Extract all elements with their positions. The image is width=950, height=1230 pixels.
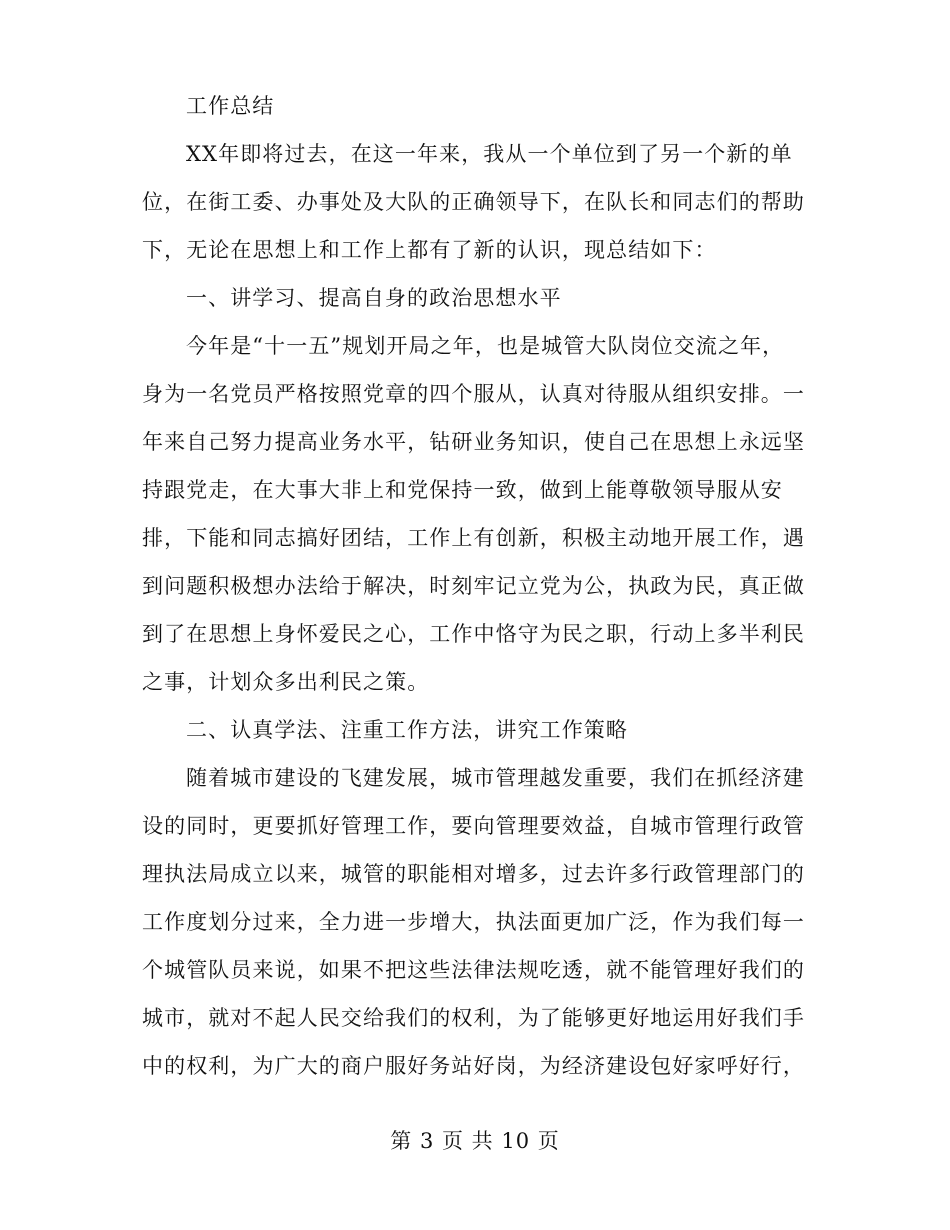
text-line: 一、讲学习、提高自身的政治思想水平 xyxy=(186,286,562,310)
text-line: 持跟党走，在大事大非上和党保持一致，做到上能尊敬领导服从安 xyxy=(142,478,783,502)
text-line: 到了在思想上身怀爱民之心，工作中恪守为民之职，行动上多半利民 xyxy=(142,622,805,646)
document-body xyxy=(142,82,805,1090)
text-line: 理执法局成立以来，城管的职能相对增多，过去许多行政管理部门的 xyxy=(142,862,805,886)
text-line: 城市，就对不起人民交给我们的权利，为了能够更好地运用好我们手 xyxy=(142,1006,805,1030)
text-line: 工作度划分过来，全力进一步增大，执法面更加广泛，作为我们每一 xyxy=(142,910,805,934)
text-line: 排，下能和同志搞好团结，工作上有创新，积极主动地开展工作，遇 xyxy=(142,526,805,550)
text-line: 到问题积极想办法给于解决，时刻牢记立党为公，执政为民，真正做 xyxy=(142,574,805,598)
text-line: 二、认真学法、注重工作方法，讲究工作策略 xyxy=(186,718,628,742)
text-line: 设的同时，更要抓好管理工作，要向管理要效益，自城市管理行政管 xyxy=(142,814,805,838)
page-footer: 第 3 页 共 10 页 xyxy=(390,1129,560,1153)
text-line: 下，无论在思想上和工作上都有了新的认识，现总结如下： xyxy=(142,238,717,262)
text-line: 年来自己努力提高业务水平，钻研业务知识，使自己在思想上永远坚 xyxy=(142,430,805,454)
text-line: 位，在街工委、办事处及大队的正确领导下，在队长和同志们的帮助 xyxy=(142,190,805,214)
text-line: 之事，计划众多出利民之策。 xyxy=(142,670,430,694)
text-line: 今年是“十一五”规划开局之年，也是城管大队岗位交流之年， xyxy=(186,334,785,358)
text-line: 中的权利，为广大的商户服好务站好岗，为经济建设包好家呼好行， xyxy=(142,1054,805,1078)
text-line: XX年即将过去，在这一年来，我从一个单位到了另一个新的单 xyxy=(186,142,793,166)
text-line: 身为一名党员严格按照党章的四个服从，认真对待服从组织安排。一 xyxy=(142,382,805,406)
text-line: 随着城市建设的飞建发展，城市管理越发重要，我们在抓经济建 xyxy=(186,766,805,790)
document-title: 工作总结 xyxy=(186,94,275,118)
text-line: 个城管队员来说，如果不把这些法律法规吃透，就不能管理好我们的 xyxy=(142,958,805,982)
